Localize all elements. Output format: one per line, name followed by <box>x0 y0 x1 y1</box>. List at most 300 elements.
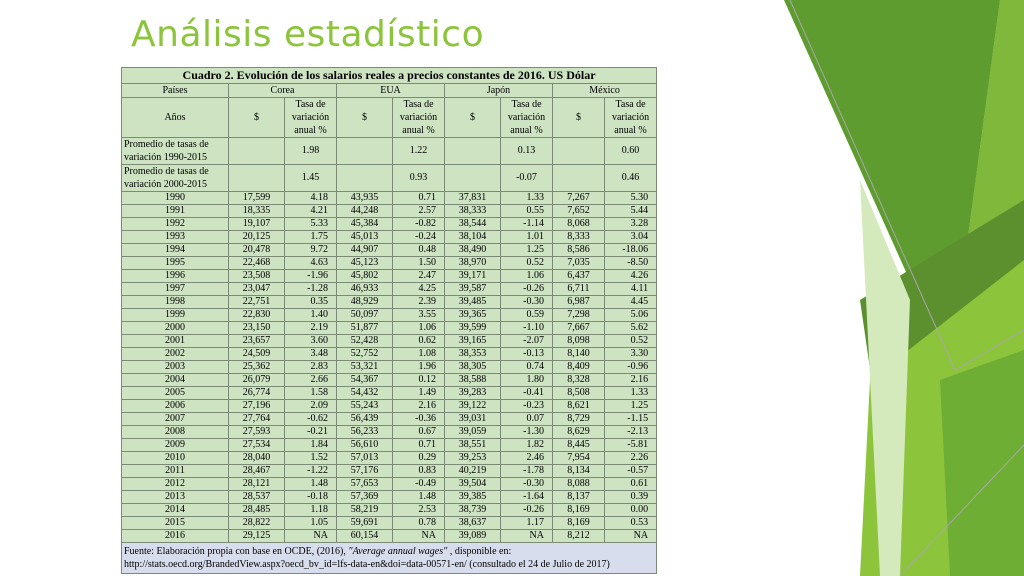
table-body <box>122 68 657 543</box>
salary-cell: 39,089 <box>445 530 501 543</box>
summary-label: Promedio de tasas de variación 2000-2015 <box>122 165 229 192</box>
salary-cell: 57,013 <box>337 452 393 465</box>
rate-cell: 0.62 <box>393 335 445 348</box>
table-caption-row <box>122 68 657 84</box>
table-caption: Cuadro 2. Evolución de los salarios reales a precios constantes de 2016. US Dólar <box>122 68 657 84</box>
table-row <box>122 504 657 517</box>
salary-cell: 27,196 <box>229 400 285 413</box>
salary-cell: 23,150 <box>229 322 285 335</box>
salary-cell: 28,485 <box>229 504 285 517</box>
rate-cell: -0.21 <box>285 426 337 439</box>
salary-cell: 38,353 <box>445 348 501 361</box>
rate-cell: 1.58 <box>285 387 337 400</box>
table-row <box>122 192 657 205</box>
salary-cell: 7,035 <box>553 257 605 270</box>
salary-cell: 39,283 <box>445 387 501 400</box>
salary-cell: 20,478 <box>229 244 285 257</box>
rate-cell: -2.13 <box>605 426 657 439</box>
rate-cell: 5.33 <box>285 218 337 231</box>
rate-cell: 2.16 <box>605 374 657 387</box>
salary-cell: 39,504 <box>445 478 501 491</box>
salary-cell: 57,176 <box>337 465 393 478</box>
table-row <box>122 296 657 309</box>
rate-cell: 1.49 <box>393 387 445 400</box>
salary-cell: 39,059 <box>445 426 501 439</box>
country-header-row <box>122 84 657 98</box>
rate-cell: 4.21 <box>285 205 337 218</box>
year-cell: 1990 <box>122 192 229 205</box>
salary-cell: 46,933 <box>337 283 393 296</box>
salary-cell: 22,830 <box>229 309 285 322</box>
table-row <box>122 322 657 335</box>
table-row <box>122 387 657 400</box>
salary-cell: 40,219 <box>445 465 501 478</box>
source-footnote-row <box>122 543 657 574</box>
table-row <box>122 517 657 530</box>
salary-cell: 60,154 <box>337 530 393 543</box>
salary-cell: 8,333 <box>553 231 605 244</box>
rate-cell: NA <box>393 530 445 543</box>
summary-value: 1.22 <box>393 138 445 165</box>
rate-cell: 0.12 <box>393 374 445 387</box>
rate-cell: 1.80 <box>501 374 553 387</box>
rate-cell: 5.44 <box>605 205 657 218</box>
salary-cell: 45,123 <box>337 257 393 270</box>
summary-value: 0.13 <box>501 138 553 165</box>
rate-cell: 5.62 <box>605 322 657 335</box>
salary-cell: 39,485 <box>445 296 501 309</box>
currency-header: $ <box>229 98 285 138</box>
salary-cell: 57,653 <box>337 478 393 491</box>
salary-cell: 6,987 <box>553 296 605 309</box>
rate-cell: 0.55 <box>501 205 553 218</box>
salary-cell: 27,534 <box>229 439 285 452</box>
table-row <box>122 348 657 361</box>
summary-row <box>122 165 657 192</box>
rate-cell: 4.45 <box>605 296 657 309</box>
summary-value: 1.45 <box>285 165 337 192</box>
salary-cell: 38,104 <box>445 231 501 244</box>
rate-cell: 0.48 <box>393 244 445 257</box>
year-cell: 2015 <box>122 517 229 530</box>
table-row <box>122 257 657 270</box>
rate-cell: 0.71 <box>393 439 445 452</box>
salary-cell: 7,267 <box>553 192 605 205</box>
currency-header: $ <box>337 98 393 138</box>
salary-cell: 27,764 <box>229 413 285 426</box>
salary-cell: 29,125 <box>229 530 285 543</box>
table-row <box>122 439 657 452</box>
rate-cell: NA <box>501 530 553 543</box>
rate-cell: -1.96 <box>285 270 337 283</box>
rate-cell: 4.18 <box>285 192 337 205</box>
rate-cell: 1.75 <box>285 231 337 244</box>
rate-cell: -1.10 <box>501 322 553 335</box>
salary-cell: 45,013 <box>337 231 393 244</box>
rate-header: Tasa de variación anual % <box>501 98 553 138</box>
country-header-japon: Japón <box>445 84 553 98</box>
rate-cell: -1.14 <box>501 218 553 231</box>
table-row <box>122 283 657 296</box>
salary-cell: 56,439 <box>337 413 393 426</box>
salary-cell: 56,610 <box>337 439 393 452</box>
rate-cell: 1.33 <box>605 387 657 400</box>
rate-cell: 2.83 <box>285 361 337 374</box>
rate-cell: 1.25 <box>501 244 553 257</box>
salary-cell: 39,122 <box>445 400 501 413</box>
salary-cell: 38,551 <box>445 439 501 452</box>
rate-cell: 2.09 <box>285 400 337 413</box>
rate-cell: 1.05 <box>285 517 337 530</box>
year-cell: 1995 <box>122 257 229 270</box>
summary-value: 1.98 <box>285 138 337 165</box>
rate-cell: 1.40 <box>285 309 337 322</box>
salary-cell: 39,599 <box>445 322 501 335</box>
rate-cell: 0.61 <box>605 478 657 491</box>
rate-cell: -0.30 <box>501 478 553 491</box>
rate-cell: 0.00 <box>605 504 657 517</box>
rate-cell: -1.22 <box>285 465 337 478</box>
salary-cell: 20,125 <box>229 231 285 244</box>
salary-cell: 38,333 <box>445 205 501 218</box>
rate-cell: 1.52 <box>285 452 337 465</box>
salary-cell: 28,040 <box>229 452 285 465</box>
rate-cell: 3.55 <box>393 309 445 322</box>
table-row <box>122 413 657 426</box>
salary-cell: 8,508 <box>553 387 605 400</box>
salary-cell: 45,384 <box>337 218 393 231</box>
salary-cell: 39,365 <box>445 309 501 322</box>
year-cell: 1991 <box>122 205 229 218</box>
salary-cell: 50,097 <box>337 309 393 322</box>
rate-cell: -18.06 <box>605 244 657 257</box>
year-cell: 1998 <box>122 296 229 309</box>
year-cell: 1992 <box>122 218 229 231</box>
salary-cell: 6,711 <box>553 283 605 296</box>
summary-value: 0.60 <box>605 138 657 165</box>
salary-cell: 37,831 <box>445 192 501 205</box>
rate-cell: -0.30 <box>501 296 553 309</box>
table-row <box>122 309 657 322</box>
year-cell: 2012 <box>122 478 229 491</box>
rate-cell: -0.82 <box>393 218 445 231</box>
salary-cell: 8,629 <box>553 426 605 439</box>
currency-header: $ <box>445 98 501 138</box>
year-cell: 2014 <box>122 504 229 517</box>
salary-cell: 38,739 <box>445 504 501 517</box>
rate-cell: 2.46 <box>501 452 553 465</box>
table-row <box>122 478 657 491</box>
salary-cell: 7,667 <box>553 322 605 335</box>
rate-cell: 0.83 <box>393 465 445 478</box>
salary-cell: 8,586 <box>553 244 605 257</box>
year-cell: 2010 <box>122 452 229 465</box>
salary-cell: 7,954 <box>553 452 605 465</box>
salary-cell: 19,107 <box>229 218 285 231</box>
rate-cell: 3.28 <box>605 218 657 231</box>
rate-cell: 3.60 <box>285 335 337 348</box>
rate-cell: 0.74 <box>501 361 553 374</box>
rate-cell: NA <box>605 530 657 543</box>
year-cell: 2004 <box>122 374 229 387</box>
table-row <box>122 218 657 231</box>
salary-cell: 7,652 <box>553 205 605 218</box>
salary-cell: 39,031 <box>445 413 501 426</box>
salary-cell: 22,751 <box>229 296 285 309</box>
salary-cell: 38,588 <box>445 374 501 387</box>
salary-cell: 55,243 <box>337 400 393 413</box>
rate-cell: 1.48 <box>393 491 445 504</box>
rate-cell: NA <box>285 530 337 543</box>
rate-cell: -1.30 <box>501 426 553 439</box>
salary-cell: 58,219 <box>337 504 393 517</box>
rate-cell: 0.52 <box>605 335 657 348</box>
salary-cell: 26,774 <box>229 387 285 400</box>
salary-cell: 23,508 <box>229 270 285 283</box>
table-row <box>122 400 657 413</box>
rate-cell: -0.57 <box>605 465 657 478</box>
salary-cell: 8,137 <box>553 491 605 504</box>
year-cell: 2007 <box>122 413 229 426</box>
table-row <box>122 335 657 348</box>
rate-cell: 2.47 <box>393 270 445 283</box>
table-row <box>122 244 657 257</box>
rate-cell: 0.67 <box>393 426 445 439</box>
rate-cell: 1.25 <box>605 400 657 413</box>
salary-cell: 25,362 <box>229 361 285 374</box>
rate-cell: 2.26 <box>605 452 657 465</box>
salary-cell: 8,134 <box>553 465 605 478</box>
rate-cell: -1.15 <box>605 413 657 426</box>
rate-cell: -0.41 <box>501 387 553 400</box>
rate-cell: 2.16 <box>393 400 445 413</box>
rate-cell: 0.35 <box>285 296 337 309</box>
rate-cell: 0.53 <box>605 517 657 530</box>
year-cell: 1996 <box>122 270 229 283</box>
salary-cell: 38,544 <box>445 218 501 231</box>
rate-cell: -0.36 <box>393 413 445 426</box>
salary-cell: 27,593 <box>229 426 285 439</box>
year-cell: 2005 <box>122 387 229 400</box>
summary-value: 0.93 <box>393 165 445 192</box>
salary-cell: 8,729 <box>553 413 605 426</box>
salary-cell: 23,657 <box>229 335 285 348</box>
salary-cell: 23,047 <box>229 283 285 296</box>
rate-cell: 2.19 <box>285 322 337 335</box>
salary-cell: 54,367 <box>337 374 393 387</box>
rate-cell: 2.57 <box>393 205 445 218</box>
salary-cell: 44,907 <box>337 244 393 257</box>
salary-cell: 8,621 <box>553 400 605 413</box>
year-cell: 1997 <box>122 283 229 296</box>
salary-cell: 38,305 <box>445 361 501 374</box>
rate-header: Tasa de variación anual % <box>605 98 657 138</box>
rate-cell: 5.06 <box>605 309 657 322</box>
rate-cell: 4.26 <box>605 270 657 283</box>
rate-cell: 1.06 <box>393 322 445 335</box>
salary-cell: 53,321 <box>337 361 393 374</box>
rate-cell: 1.17 <box>501 517 553 530</box>
salary-cell: 48,929 <box>337 296 393 309</box>
rate-cell: -0.13 <box>501 348 553 361</box>
salary-cell: 28,467 <box>229 465 285 478</box>
salary-cell: 28,822 <box>229 517 285 530</box>
table-row <box>122 374 657 387</box>
salary-table <box>121 67 657 574</box>
year-cell: 1994 <box>122 244 229 257</box>
rate-cell: 0.78 <box>393 517 445 530</box>
salary-cell: 57,369 <box>337 491 393 504</box>
table-row <box>122 231 657 244</box>
salary-cell: 43,935 <box>337 192 393 205</box>
salary-cell: 8,169 <box>553 517 605 530</box>
table-row <box>122 491 657 504</box>
rate-cell: -0.26 <box>501 504 553 517</box>
rate-cell: 1.18 <box>285 504 337 517</box>
rate-cell: -0.18 <box>285 491 337 504</box>
salary-cell: 17,599 <box>229 192 285 205</box>
rate-cell: -0.96 <box>605 361 657 374</box>
table-row <box>122 530 657 543</box>
salary-cell: 52,752 <box>337 348 393 361</box>
rate-cell: -2.07 <box>501 335 553 348</box>
salary-cell: 28,537 <box>229 491 285 504</box>
year-cell: 2003 <box>122 361 229 374</box>
rate-cell: -1.78 <box>501 465 553 478</box>
rate-cell: 1.01 <box>501 231 553 244</box>
paises-header: Países <box>122 84 229 98</box>
country-header-mexico: México <box>553 84 657 98</box>
salary-cell: 38,970 <box>445 257 501 270</box>
year-cell: 2011 <box>122 465 229 478</box>
rate-cell: 0.39 <box>605 491 657 504</box>
rate-header: Tasa de variación anual % <box>285 98 337 138</box>
salary-cell: 39,587 <box>445 283 501 296</box>
salary-cell: 39,385 <box>445 491 501 504</box>
year-cell: 2009 <box>122 439 229 452</box>
salary-cell: 18,335 <box>229 205 285 218</box>
rate-cell: 3.48 <box>285 348 337 361</box>
year-cell: 1993 <box>122 231 229 244</box>
salary-cell: 38,637 <box>445 517 501 530</box>
rate-cell: 1.50 <box>393 257 445 270</box>
rate-cell: 1.08 <box>393 348 445 361</box>
year-cell: 1999 <box>122 309 229 322</box>
rate-cell: -0.23 <box>501 400 553 413</box>
rate-cell: -0.62 <box>285 413 337 426</box>
rate-cell: 4.11 <box>605 283 657 296</box>
rate-cell: 1.33 <box>501 192 553 205</box>
salary-cell: 39,171 <box>445 270 501 283</box>
salary-cell: 39,253 <box>445 452 501 465</box>
year-cell: 2016 <box>122 530 229 543</box>
salary-cell: 54,432 <box>337 387 393 400</box>
rate-cell: -1.64 <box>501 491 553 504</box>
salary-cell: 8,212 <box>553 530 605 543</box>
rate-cell: 0.52 <box>501 257 553 270</box>
salary-cell: 59,691 <box>337 517 393 530</box>
rate-cell: 1.48 <box>285 478 337 491</box>
currency-header: $ <box>553 98 605 138</box>
year-cell: 2001 <box>122 335 229 348</box>
rate-cell: 1.96 <box>393 361 445 374</box>
rate-cell: -0.26 <box>501 283 553 296</box>
rate-cell: 3.04 <box>605 231 657 244</box>
salary-cell: 45,802 <box>337 270 393 283</box>
rate-cell: -0.24 <box>393 231 445 244</box>
rate-cell: 1.82 <box>501 439 553 452</box>
year-cell: 2006 <box>122 400 229 413</box>
salary-cell: 7,298 <box>553 309 605 322</box>
table-row <box>122 465 657 478</box>
table-row <box>122 361 657 374</box>
rate-cell: -8.50 <box>605 257 657 270</box>
rate-cell: -0.49 <box>393 478 445 491</box>
slide-title: Análisis estadístico <box>131 14 485 55</box>
rate-cell: 2.39 <box>393 296 445 309</box>
salary-cell: 8,068 <box>553 218 605 231</box>
table-row <box>122 452 657 465</box>
salary-cell: 8,140 <box>553 348 605 361</box>
salary-cell: 24,509 <box>229 348 285 361</box>
table-footer <box>122 543 657 574</box>
table-row <box>122 426 657 439</box>
salary-cell: 39,165 <box>445 335 501 348</box>
table-row <box>122 270 657 283</box>
year-cell: 2013 <box>122 491 229 504</box>
rate-cell: 2.66 <box>285 374 337 387</box>
rate-cell: 3.30 <box>605 348 657 361</box>
salary-cell: 8,098 <box>553 335 605 348</box>
year-cell: 2002 <box>122 348 229 361</box>
salary-cell: 8,169 <box>553 504 605 517</box>
rate-cell: 5.30 <box>605 192 657 205</box>
country-header-corea: Corea <box>229 84 337 98</box>
salary-cell: 28,121 <box>229 478 285 491</box>
rate-cell: 4.63 <box>285 257 337 270</box>
year-cell: 2000 <box>122 322 229 335</box>
summary-value: 0.46 <box>605 165 657 192</box>
summary-row <box>122 138 657 165</box>
table-row <box>122 205 657 218</box>
salary-cell: 6,437 <box>553 270 605 283</box>
salary-cell: 38,490 <box>445 244 501 257</box>
salary-cell: 26,079 <box>229 374 285 387</box>
salary-cell: 44,248 <box>337 205 393 218</box>
rate-cell: 9.72 <box>285 244 337 257</box>
salary-cell: 8,328 <box>553 374 605 387</box>
rate-cell: 1.84 <box>285 439 337 452</box>
rate-cell: 0.59 <box>501 309 553 322</box>
summary-value: -0.07 <box>501 165 553 192</box>
rate-cell: -1.28 <box>285 283 337 296</box>
column-header-row <box>122 98 657 138</box>
salary-cell: 51,877 <box>337 322 393 335</box>
rate-cell: 0.71 <box>393 192 445 205</box>
salary-cell: 52,428 <box>337 335 393 348</box>
rate-cell: 0.07 <box>501 413 553 426</box>
rate-cell: -5.81 <box>605 439 657 452</box>
summary-label: Promedio de tasas de variación 1990-2015 <box>122 138 229 165</box>
rate-cell: 4.25 <box>393 283 445 296</box>
source-footnote: Fuente: Elaboración propia con base en OCDE, (2016), "Average annual wages" , disponible en: http://stats.oecd.org/BrandedView.aspx?oecd_bv_id=lfs-data-en&doi=data-00571-en/ (consultado el 24 de Julio de 2017) <box>122 543 657 574</box>
year-cell: 2008 <box>122 426 229 439</box>
salary-cell: 8,409 <box>553 361 605 374</box>
salary-cell: 56,233 <box>337 426 393 439</box>
rate-cell: 1.06 <box>501 270 553 283</box>
anos-header: Años <box>122 98 229 138</box>
rate-cell: 0.29 <box>393 452 445 465</box>
